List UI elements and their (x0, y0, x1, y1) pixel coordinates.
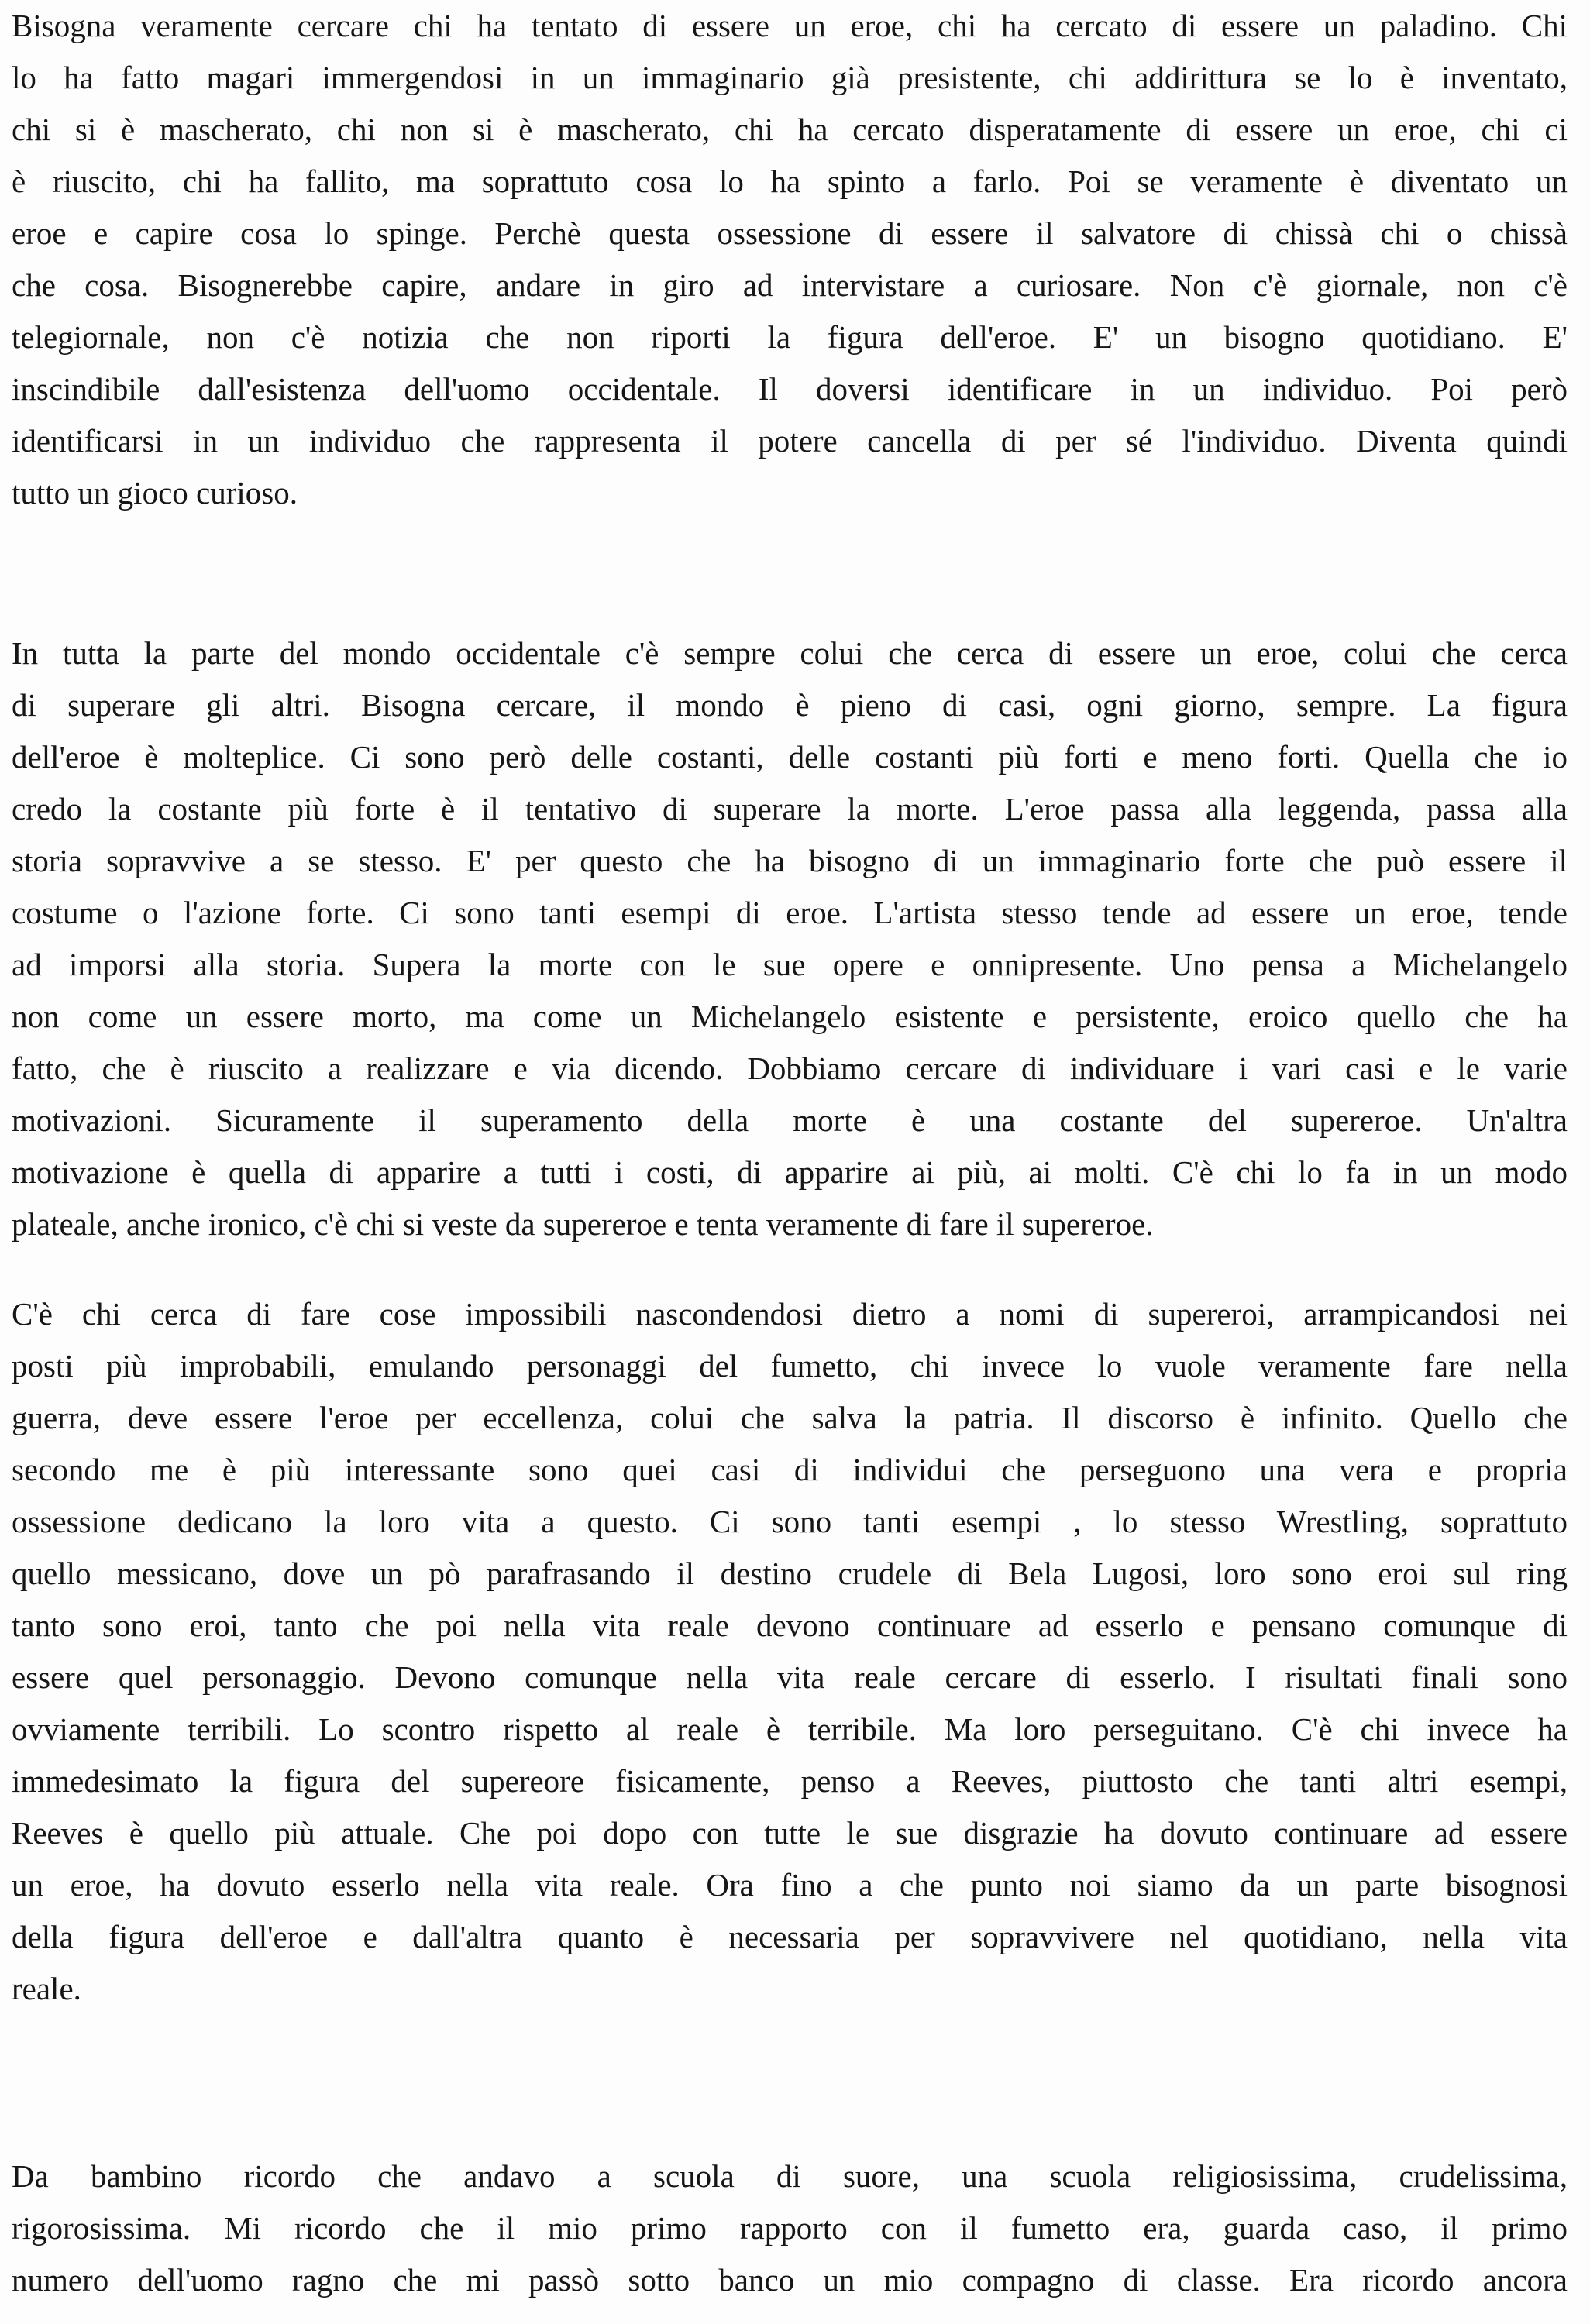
text-line: In tutta la parte del mondo occidentale c'è sempre colui che cerca di essere un eroe, colui che cerca (12, 635, 1568, 671)
text-line: telegiornale, non c'è notizia che non riporti la figura dell'eroe. E' un bisogno quotidiano. E' (12, 319, 1568, 355)
paragraph-3 (12, 1288, 1568, 2015)
text-line: quello messicano, dove un pò parafrasando il destino crudele di Bela Lugosi, loro sono eroi sul ring (12, 1556, 1568, 1591)
text-line: fatto, che è riuscito a realizzare e via dicendo. Dobbiamo cercare di individuare i vari casi e le varie (12, 1050, 1568, 1086)
text-line: ovviamente terribili. Lo scontro rispetto al reale è terribile. Ma loro perseguitano. C'è chi invece ha (12, 1711, 1568, 1747)
text-line: Da bambino ricordo che andavo a scuola di suore, una scuola religiosissima, crudelissima, (12, 2158, 1568, 2194)
text-line: un eroe, ha dovuto esserlo nella vita reale. Ora fino a che punto noi siamo da un parte bisognosi (12, 1867, 1568, 1903)
text-line: motivazione è quella di apparire a tutti i costi, di apparire ai più, ai molti. C'è chi lo fa in un modo (12, 1154, 1568, 1190)
text-line: C'è chi cerca di fare cose impossibili nascondendosi dietro a nomi di supereroi, arrampicandosi nei (12, 1296, 1568, 1332)
text-line: immedesimato la figura del supereore fisicamente, penso a Reeves, piuttosto che tanti altri esempi, (12, 1763, 1568, 1799)
text-line: rigorosissima. Mi ricordo che il mio primo rapporto con il fumetto era, guarda caso, il primo (12, 2210, 1568, 2246)
text-line: numero dell'uomo ragno che mi passò sotto banco un mio compagno di classe. Era ricordo ancora (12, 2262, 1568, 2298)
text-line: dell'eroe è molteplice. Ci sono però delle costanti, delle costanti più forti e meno forti. Quella che io (12, 739, 1568, 775)
text-line: che cosa. Bisognerebbe capire, andare in giro ad intervistare a curiosare. Non c'è giornale, non c'è (12, 267, 1568, 303)
text-line: lo ha fatto magari immergendosi in un immaginario già presistente, chi addirittura se lo è inventato, (12, 60, 1568, 95)
text-line: inscindibile dall'esistenza dell'uomo occidentale. Il doversi identificare in un individuo. Poi però (12, 371, 1568, 407)
text-line: tutto un gioco curioso. (12, 475, 298, 511)
paragraph-4 (12, 2150, 1568, 2306)
text-line: identificarsi in un individuo che rappresenta il potere cancella di per sé l'individuo. Diventa quindi (12, 423, 1568, 459)
text-line: eroe e capire cosa lo spinge. Perchè questa ossessione di essere il salvatore di chissà chi o chissà (12, 215, 1568, 251)
text-line: costume o l'azione forte. Ci sono tanti esempi di eroe. L'artista stesso tende ad essere un eroe, tende (12, 895, 1568, 930)
text-line: tanto sono eroi, tanto che poi nella vita reale devono continuare ad esserlo e pensano comunque di (12, 1607, 1568, 1643)
text-line: secondo me è più interessante sono quei casi di individui che perseguono una vera e propria (12, 1452, 1568, 1487)
paragraph-2 (12, 627, 1568, 1250)
text-line: plateale, anche ironico, c'è chi si veste da supereroe e tenta veramente di fare il supereroe. (12, 1206, 1154, 1242)
text-line: motivazioni. Sicuramente il superamento della morte è una costante del supereroe. Un'altra (12, 1102, 1568, 1138)
paragraph-1 (12, 0, 1568, 519)
text-line: chi si è mascherato, chi non si è mascherato, chi ha cercato disperatamente di essere un eroe, chi ci (12, 112, 1568, 147)
text-line: non come un essere morto, ma come un Michelangelo esistente e persistente, eroico quello che ha (12, 999, 1568, 1034)
text-line: credo la costante più forte è il tentativo di superare la morte. L'eroe passa alla leggenda, passa alla (12, 791, 1568, 827)
text-line: guerra, deve essere l'eroe per eccellenza, colui che salva la patria. Il discorso è infinito. Quello che (12, 1400, 1568, 1435)
text-line: posti più improbabili, emulando personaggi del fumetto, chi invece lo vuole veramente fare nella (12, 1348, 1568, 1384)
text-line: essere quel personaggio. Devono comunque nella vita reale cercare di esserlo. I risultati finali sono (12, 1659, 1568, 1695)
text-line: della figura dell'eroe e dall'altra quanto è necessaria per sopravvivere nel quotidiano, nella vita (12, 1919, 1568, 1954)
text-line: ossessione dedicano la loro vita a questo. Ci sono tanti esempi , lo stesso Wrestling, soprattuto (12, 1504, 1568, 1539)
text-line: storia sopravvive a se stesso. E' per questo che ha bisogno di un immaginario forte che può essere il (12, 843, 1568, 878)
text-line: Reeves è quello più attuale. Che poi dopo con tutte le sue disgrazie ha dovuto continuare ad essere (12, 1815, 1568, 1851)
text-line: Bisogna veramente cercare chi ha tentato di essere un eroe, chi ha cercato di essere un paladino. Chi (12, 8, 1568, 43)
text-line: di superare gli altri. Bisogna cercare, il mondo è pieno di casi, ogni giorno, sempre. La figura (12, 687, 1568, 723)
text-line: ad imporsi alla storia. Supera la morte con le sue opere e onnipresente. Uno pensa a Michelangelo (12, 947, 1568, 982)
text-line: reale. (12, 1971, 81, 2006)
text-line: è riuscito, chi ha fallito, ma soprattuto cosa lo ha spinto a farlo. Poi se veramente è diventato un (12, 163, 1568, 199)
